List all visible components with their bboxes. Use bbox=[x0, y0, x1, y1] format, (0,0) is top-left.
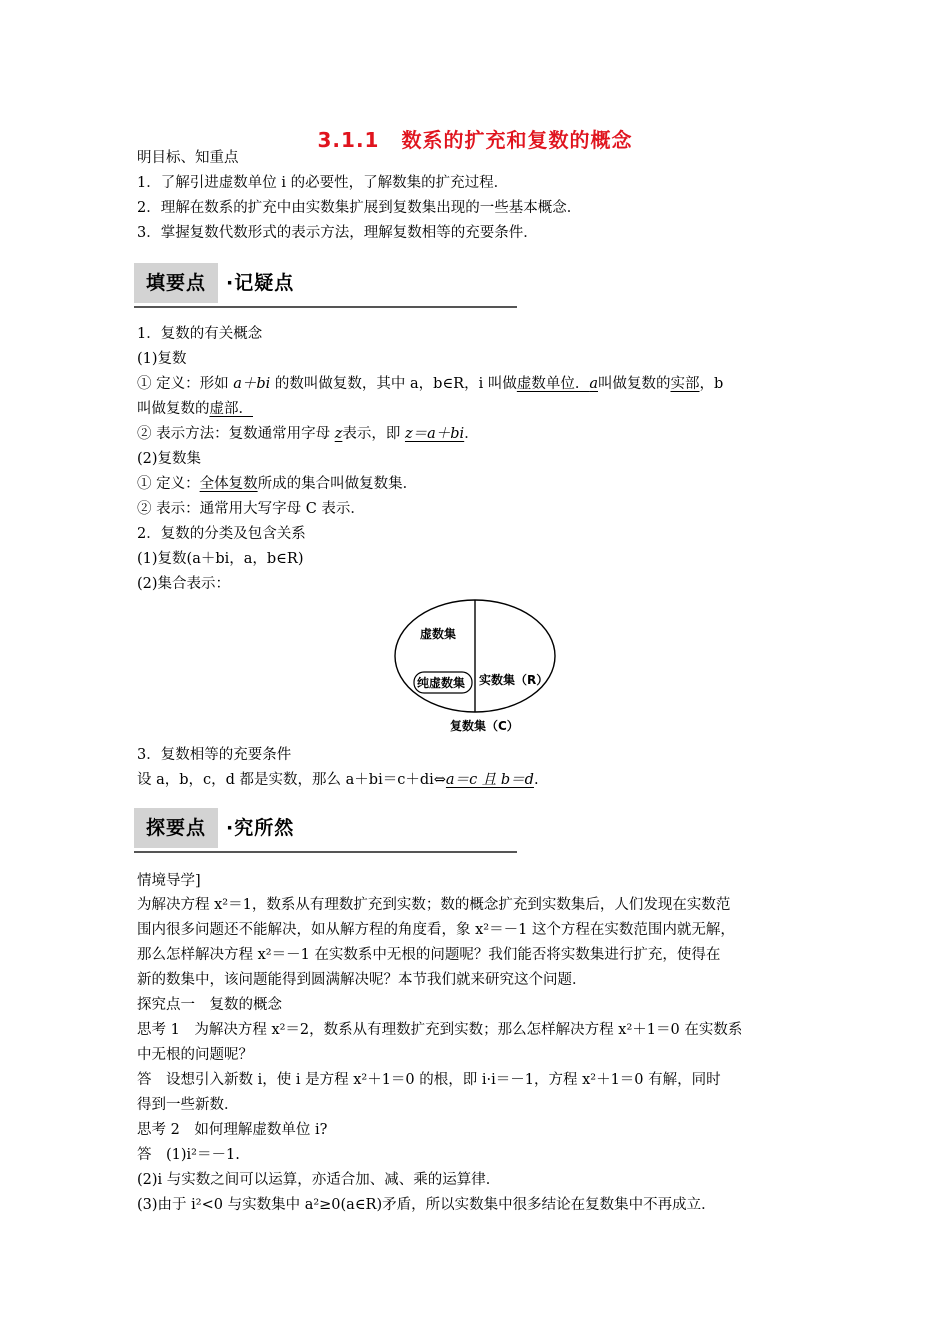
think-1-line-1: 思考 1 为解决方程 x²＝2，数系从有理数扩充到实数；那么怎样解决方程 x²＋1＝0 在实数系 bbox=[137, 1022, 743, 1038]
section-banner-sub: ·究所然 bbox=[226, 817, 295, 839]
complex-definition bbox=[137, 372, 837, 396]
text-span: ① 定义：形如 bbox=[137, 376, 234, 392]
section-banner-sub: ·记疑点 bbox=[226, 272, 295, 294]
text-span: 设 a，b，c，d 都是实数，那么 a＋bi＝c＋di⇔ bbox=[137, 772, 446, 788]
classification-heading: 2．复数的分类及包含关系 bbox=[137, 526, 306, 542]
text-span: ，i 叫做 bbox=[464, 376, 517, 392]
complex-representation bbox=[137, 422, 837, 446]
goal-item-1: 1．了解引进虚数单位 i 的必要性，了解数集的扩充过程． bbox=[137, 175, 509, 191]
set-representation: ② 表示：通常用大写字母 C 表示． bbox=[137, 501, 365, 517]
answer-2-line-1: 答 (1)i²＝－1. bbox=[137, 1147, 240, 1163]
imaginary-set-label: 虚数集 bbox=[420, 627, 457, 641]
real-set-label: 实数集（R） bbox=[479, 673, 549, 687]
text-span: . bbox=[533, 772, 539, 788]
complex-set-label: 复数集（C） bbox=[450, 719, 519, 733]
section-divider bbox=[134, 306, 517, 308]
goal-item-2: 2．理解在数系的扩充中由实数集扩展到复数集出现的一些基本概念． bbox=[137, 200, 582, 216]
concept-sub-complex: (1)复数 bbox=[137, 351, 187, 367]
text-span: ① 定义： bbox=[137, 476, 200, 492]
text-span: 叫做复数的 bbox=[137, 401, 210, 417]
intro-line-2: 围内很多问题还不能解决，如从解方程的角度看，象 x²＝－1 这个方程在实数范围内就无解， bbox=[137, 922, 735, 938]
set-diagram bbox=[390, 596, 560, 738]
concept-heading: 1．复数的有关概念 bbox=[137, 326, 263, 342]
section-banner-fill-points bbox=[134, 263, 517, 309]
classification-sub-1: (1)复数(a＋bi，a，b∈R) bbox=[137, 551, 304, 567]
classification-sub-2: (2)集合表示： bbox=[137, 576, 231, 592]
equality-heading: 3．复数相等的充要条件 bbox=[137, 747, 292, 763]
text-span: 叫做复数的 bbox=[598, 376, 671, 392]
answer-2-line-3: (3)由于 i²<0 与实数集中 a²≥0(a∈R)矛盾，所以实数集中很多结论在复数集中不再成立． bbox=[137, 1197, 716, 1213]
intro-line-1: 为解决方程 x²＝1，数系从有理数扩充到实数；数的概念扩充到实数集后，人们发现在实数范 bbox=[137, 897, 731, 913]
intro-line-4: 新的数集中，该问题能得到圆满解决呢？本节我们就来研究这个问题． bbox=[137, 972, 587, 988]
concept-sub-set: (2)复数集 bbox=[137, 451, 202, 467]
section-banner-box: 填要点 bbox=[134, 263, 218, 303]
text-span: ． bbox=[464, 426, 479, 442]
intro-heading: 情境导学] bbox=[137, 873, 201, 889]
text-span: 所成的集合叫做复数集． bbox=[257, 476, 418, 492]
explore-point-1: 探究点一 复数的概念 bbox=[137, 997, 282, 1013]
goals-heading: 明目标、知重点 bbox=[137, 150, 239, 166]
text-span: ② 表示方法：复数通常用字母 bbox=[137, 426, 335, 442]
underlined-answer: a＝c 且 b＝d bbox=[445, 772, 534, 788]
underlined-answer: 虚数单位． bbox=[516, 376, 590, 392]
underlined-answer: 虚部． bbox=[209, 401, 253, 417]
text-span: 的数叫做复数，其中 bbox=[270, 376, 411, 392]
equality-condition bbox=[137, 768, 837, 792]
title-number: 3.1.1 bbox=[317, 128, 380, 152]
intro-line-3: 那么怎样解决方程 x²＝－1 在实数系中无根的问题呢？我们能否将实数集进行扩充，使得在 bbox=[137, 947, 721, 963]
pure-imag-set-label: 纯虚数集 bbox=[417, 676, 466, 690]
underlined-answer: z＝a＋bi bbox=[404, 426, 465, 442]
answer-1-line-1: 答 设想引入新数 i，使 i 是方程 x²＋1＝0 的根，即 i·i＝－1，方程 x²＋1＝0 有解，同时 bbox=[137, 1072, 721, 1088]
think-2: 思考 2 如何理解虚数单位 i? bbox=[137, 1122, 328, 1138]
section-banner-box: 探要点 bbox=[134, 808, 218, 848]
think-1-line-2: 中无根的问题呢？ bbox=[137, 1047, 253, 1063]
math-expression: a，b∈R bbox=[410, 376, 465, 392]
text-span: 表示，即 bbox=[342, 426, 405, 442]
section-banner-explore bbox=[134, 808, 517, 854]
underlined-answer: 全体复数 bbox=[199, 476, 258, 492]
math-variable: a bbox=[589, 376, 598, 392]
math-expression: a＋bi bbox=[233, 376, 271, 392]
set-definition bbox=[137, 472, 837, 496]
complex-definition-cont bbox=[137, 397, 837, 421]
title-text: 数系的扩充和复数的概念 bbox=[401, 128, 633, 152]
goal-item-3: 3．掌握复数代数形式的表示方法，理解复数相等的充要条件． bbox=[137, 225, 538, 241]
underlined-answer: 实部 bbox=[670, 376, 700, 392]
answer-2-line-2: (2)i 与实数之间可以运算，亦适合加、减、乘的运算律． bbox=[137, 1172, 501, 1188]
underlined-answer: z bbox=[334, 426, 343, 442]
text-span: ，b bbox=[699, 376, 724, 392]
section-divider bbox=[134, 851, 517, 853]
answer-1-line-2: 得到一些新数． bbox=[137, 1097, 239, 1113]
